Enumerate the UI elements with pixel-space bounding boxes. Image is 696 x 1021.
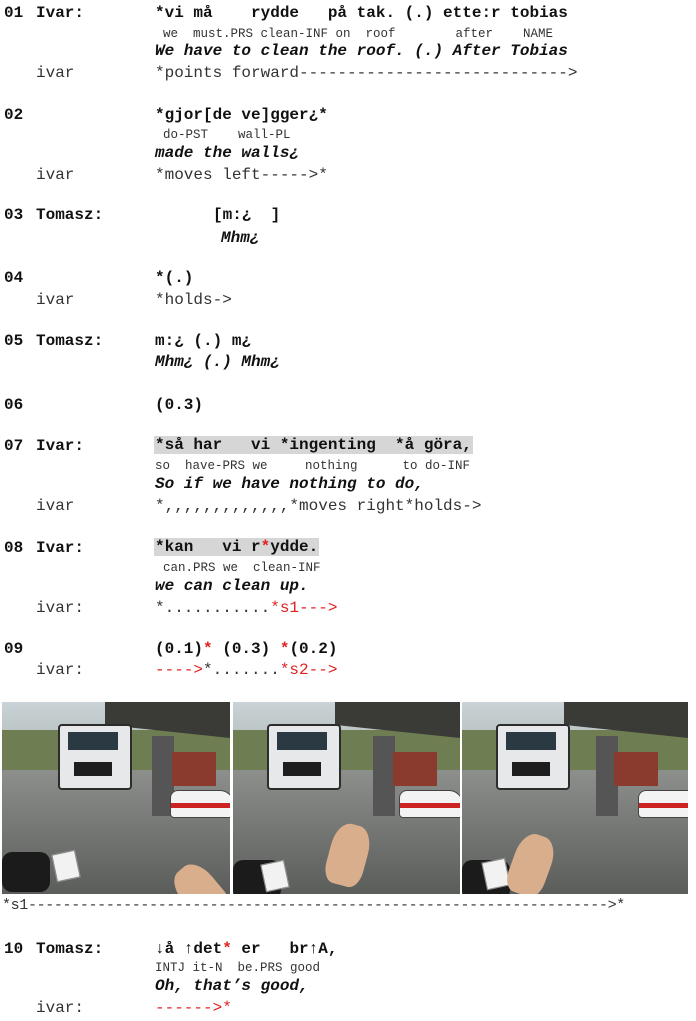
video-frame-1 (2, 702, 230, 894)
red-star-marker: * (279, 640, 290, 658)
speaker-label: Ivar: (36, 4, 85, 22)
gesture-part: *........... (155, 599, 271, 617)
gesture-s2-marker: *s2--> (279, 661, 338, 679)
utterance-part: er br↑A, (231, 940, 338, 958)
speaker-label: Ivar: (36, 437, 85, 455)
gesture-speaker: ivar: (36, 599, 85, 617)
gesture-line-10: ------>* (155, 999, 232, 1017)
gesture-line-09 (155, 661, 337, 679)
gloss-line-02: do-PST wall-PL (163, 128, 291, 142)
red-star-marker: * (260, 538, 271, 556)
line-number-06: 06 (4, 396, 24, 414)
gesture-speaker: ivar (36, 291, 75, 309)
gesture-line-02: *moves left----->* (155, 166, 328, 184)
translation-line-10: Oh, that’s good, (155, 977, 309, 995)
highlighted-utterance-07: *så har vi *ingenting *å göra, (155, 436, 472, 454)
utterance-line-02: *gjor[de ve]gger¿* (155, 106, 328, 124)
gesture-line-07: *,,,,,,,,,,,,,*moves right*holds-> (155, 497, 482, 515)
red-star-marker: * (203, 640, 213, 658)
utterance-line-05: m:¿ (.) m¿ (155, 332, 252, 350)
gesture-s1-marker: *s1---> (270, 599, 338, 617)
utterance-part: ↓å ↑det (155, 940, 223, 958)
translation-line-08: we can clean up. (155, 577, 309, 595)
speaker-label: Tomasz: (36, 940, 104, 958)
gesture-part: *....... (203, 661, 280, 679)
gesture-part: ----> (155, 661, 204, 679)
pause-part: (0.2) (289, 640, 338, 658)
gesture-speaker: ivar: (36, 999, 85, 1017)
gloss-line-10: INTJ it-N be.PRS good (155, 961, 321, 975)
gesture-line-04: *holds-> (155, 291, 232, 309)
pause-part: (0.1) (155, 640, 204, 658)
line-number-09: 09 (4, 640, 24, 658)
pause-line-06: (0.3) (155, 396, 204, 414)
line-number-07: 07 (4, 437, 24, 455)
gloss-line-07: so have-PRS we nothing to do-INF (155, 459, 471, 473)
gesture-line-08 (155, 599, 337, 617)
line-number-01: 01 (4, 4, 24, 22)
line-number-03: 03 (4, 206, 24, 224)
video-frame-3 (462, 702, 688, 894)
utterance-part: *kan vi r (155, 538, 261, 556)
pause-part: (0.3) (212, 640, 280, 658)
translation-line-03: Mhm¿ (221, 229, 260, 247)
gesture-speaker: ivar (36, 497, 75, 515)
line-number-08: 08 (4, 539, 24, 557)
translation-line-02: made the walls¿ (155, 144, 300, 162)
pause-line-09 (155, 640, 337, 658)
translation-line-07: So if we have nothing to do, (155, 475, 424, 493)
speaker-label: Ivar: (36, 539, 85, 557)
gloss-line-08: can.PRS we clean-INF (163, 561, 321, 575)
red-star-marker: * (222, 940, 232, 958)
utterance-line-04: *(.) (155, 269, 194, 287)
utterance-line-03: [m:¿ ] (213, 206, 281, 224)
utterance-part: ydde. (270, 538, 319, 556)
utterance-line-10 (155, 940, 337, 958)
video-frame-2 (233, 702, 460, 894)
gloss-line-01: we must.PRS clean-INF on roof after NAME (163, 27, 554, 41)
utterance-line-01: *vi må rydde på tak. (.) ette:r tobias (155, 4, 568, 22)
speaker-label: Tomasz: (36, 332, 104, 350)
highlighted-utterance-08 (154, 538, 319, 556)
translation-line-05: Mhm¿ (.) Mhm¿ (155, 353, 280, 371)
gesture-speaker: ivar (36, 166, 75, 184)
s1-timeline: *s1------------------------------------------------------------------->* (2, 897, 625, 914)
line-number-10: 10 (4, 940, 24, 958)
translation-line-01: We have to clean the roof. (.) After Tobias (155, 42, 568, 60)
line-number-02: 02 (4, 106, 24, 124)
line-number-05: 05 (4, 332, 24, 350)
speaker-label: Tomasz: (36, 206, 104, 224)
gesture-line-01: *points forward----------------------------> (155, 64, 578, 82)
gesture-speaker: ivar (36, 64, 75, 82)
line-number-04: 04 (4, 269, 24, 287)
gesture-speaker: ivar: (36, 661, 85, 679)
